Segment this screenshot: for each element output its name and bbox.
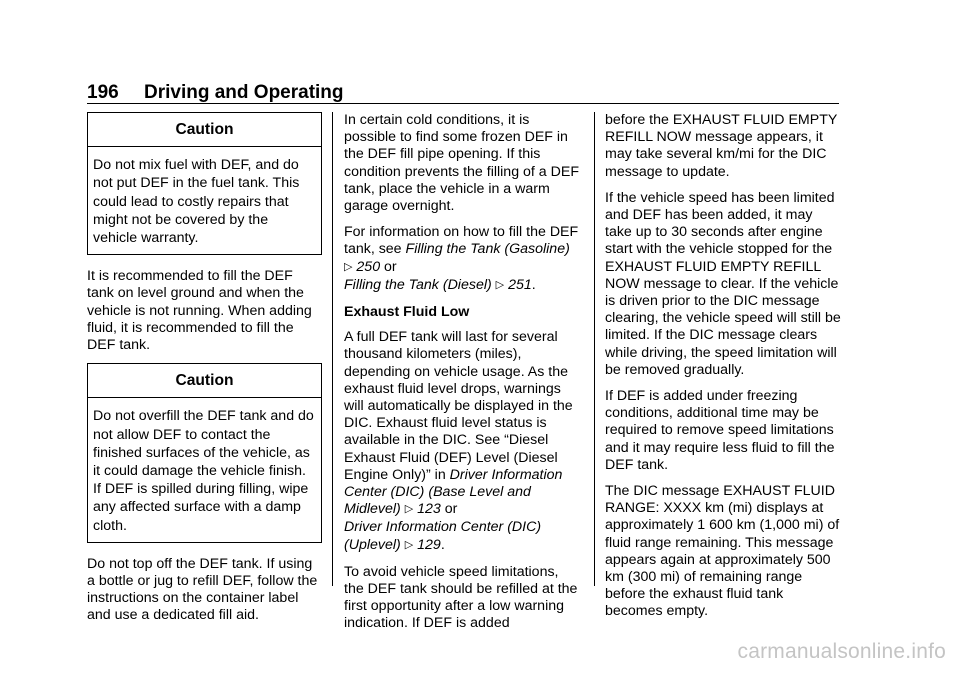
link-filling-tank-gasoline[interactable]: Filling the Tank (Gasoline) (405, 241, 570, 258)
page-ref-arrow-icon: ▷ (404, 538, 414, 551)
caution-title: Caution (88, 364, 321, 398)
page-number: 196 (87, 82, 119, 103)
caution-body: Do not mix fuel with DEF, and do not put DEF in the fuel tank. This could lead to costly repairs that might not be covered by the vehicle warranty. (93, 157, 300, 247)
subheading-exhaust-fluid-low: Exhaust Fluid Low (344, 304, 470, 321)
column-1 (87, 112, 322, 634)
paragraph-freezing: If DEF is added under freezing conditions, additional time may be required to remove speed limitations and it may require less fluid to fill the DEF tank. (605, 388, 835, 473)
page-ref-arrow-icon: ▷ (495, 278, 505, 291)
header-rule (87, 103, 839, 104)
paragraph-full-tank: A full DEF tank will last for several thousand kilometers (miles), depending on vehicle usage. As the exhaust fluid level drops, warnings will automatically be displayed in the DIC. Exhaust fluid level status is available in the DIC. See “Diesel Exhaust Fluid (DEF) Level (Diesel Engine Only)” in Driver Information Center (DIC) (Base Level and Midlevel) ▷ 123 or Driver Information Center (DIC) (Uplevel) ▷ 129. (344, 329, 573, 553)
paragraph-speed-limitations: To avoid vehicle speed limitations, the DEF tank should be refilled at the first opportunity after a low warning indication. If DEF is added (344, 563, 578, 632)
paragraph-fluid-range: The DIC message EXHAUST FLUID RANGE: XXXX km (mi) displays at approximately 1 600 km (1,000 mi) of fluid range remaining. This message appears again at approximately 500 km (300 mi) of remaining range before the exhaust fluid tank becomes empty. (605, 483, 840, 620)
column-3 (605, 112, 843, 630)
paragraph-message-update: before the EXHAUST FLUID EMPTY REFILL NOW message appears, it may take several km/mi for the DIC message to update. (605, 112, 838, 180)
page-ref-arrow-icon: ▷ (344, 260, 353, 273)
text-run: A full DEF tank will last for several thousand kilometers (miles), depending on vehicle usage. As the exhaust fluid level drops, warnings will automatically be displayed in the DIC. Exhaust fluid level status is available in the DIC. See “Diesel Exhaust Fluid (DEF) Level (Diesel Engine Only)” in (344, 329, 573, 483)
paragraph-fill-reference: For information on how to fill the DEF tank, see Filling the Tank (Gasoline) ▷ 250 or Filling the Tank (Diesel) ▷ 251. (344, 224, 579, 293)
caution-box-fuel-mix (87, 112, 322, 255)
page-ref-number[interactable]: 123 (417, 501, 441, 518)
page-ref-number[interactable]: 250 (356, 258, 381, 275)
link-dic-base-midlevel[interactable]: Driver Information Center (DIC) (Base Level and Midlevel) (344, 466, 563, 518)
paragraph-fill-recommendation: It is recommended to fill the DEF tank on level ground and when the vehicle is not running. When adding fluid, it is recommended to fill the DEF tank. (87, 268, 312, 354)
page-ref-number[interactable]: 251 (508, 276, 532, 293)
paragraph-top-off: Do not top off the DEF tank. If using a bottle or jug to refill DEF, follow the instructions on the container label and use a dedicated fill aid. (87, 555, 318, 624)
column-divider (594, 112, 595, 586)
caution-box-overfill (87, 363, 322, 543)
page-ref-arrow-icon: ▷ (404, 503, 414, 516)
caution-body: Do not overfill the DEF tank and do not allow DEF to contact the finished surfaces of the vehicle, as it could damage the vehicle finish. If DEF is spilled during filling, wipe any affected surface with a damp cloth. (93, 408, 314, 534)
link-filling-tank-diesel[interactable]: Filling the Tank (Diesel) (344, 276, 492, 293)
section-title: Driving and Operating (144, 82, 344, 103)
paragraph-speed-limited: If the vehicle speed has been limited and DEF has been added, it may take up to 30 seconds after engine start with the vehicle stopped for the EXHAUST FLUID EMPTY REFILL NOW message to clear. If the vehicle is driven prior to the DIC message clearing, the vehicle speed will still be limited. If the DIC message clears while driving, the speed limitation will be removed gradually. (605, 189, 841, 378)
page-ref-number[interactable]: 129 (417, 536, 441, 553)
text-run: For information on how to fill the DEF tank, see (344, 224, 579, 258)
paragraph-frozen-def: In certain cold conditions, it is possible to find some frozen DEF in the DEF fill pipe opening. If this condition prevents the filling of a DEF tank, place the vehicle in a warm garage overnight. (344, 112, 580, 215)
link-dic-uplevel[interactable]: Driver Information Center (DIC) (Uplevel) (344, 519, 542, 553)
text-run: or (380, 258, 397, 275)
caution-title: Caution (88, 113, 321, 147)
column-divider (332, 112, 333, 586)
watermark: carmanualsonline.info (737, 640, 946, 663)
page-header (87, 82, 839, 108)
text-run: or (440, 501, 458, 518)
column-2 (344, 112, 580, 642)
